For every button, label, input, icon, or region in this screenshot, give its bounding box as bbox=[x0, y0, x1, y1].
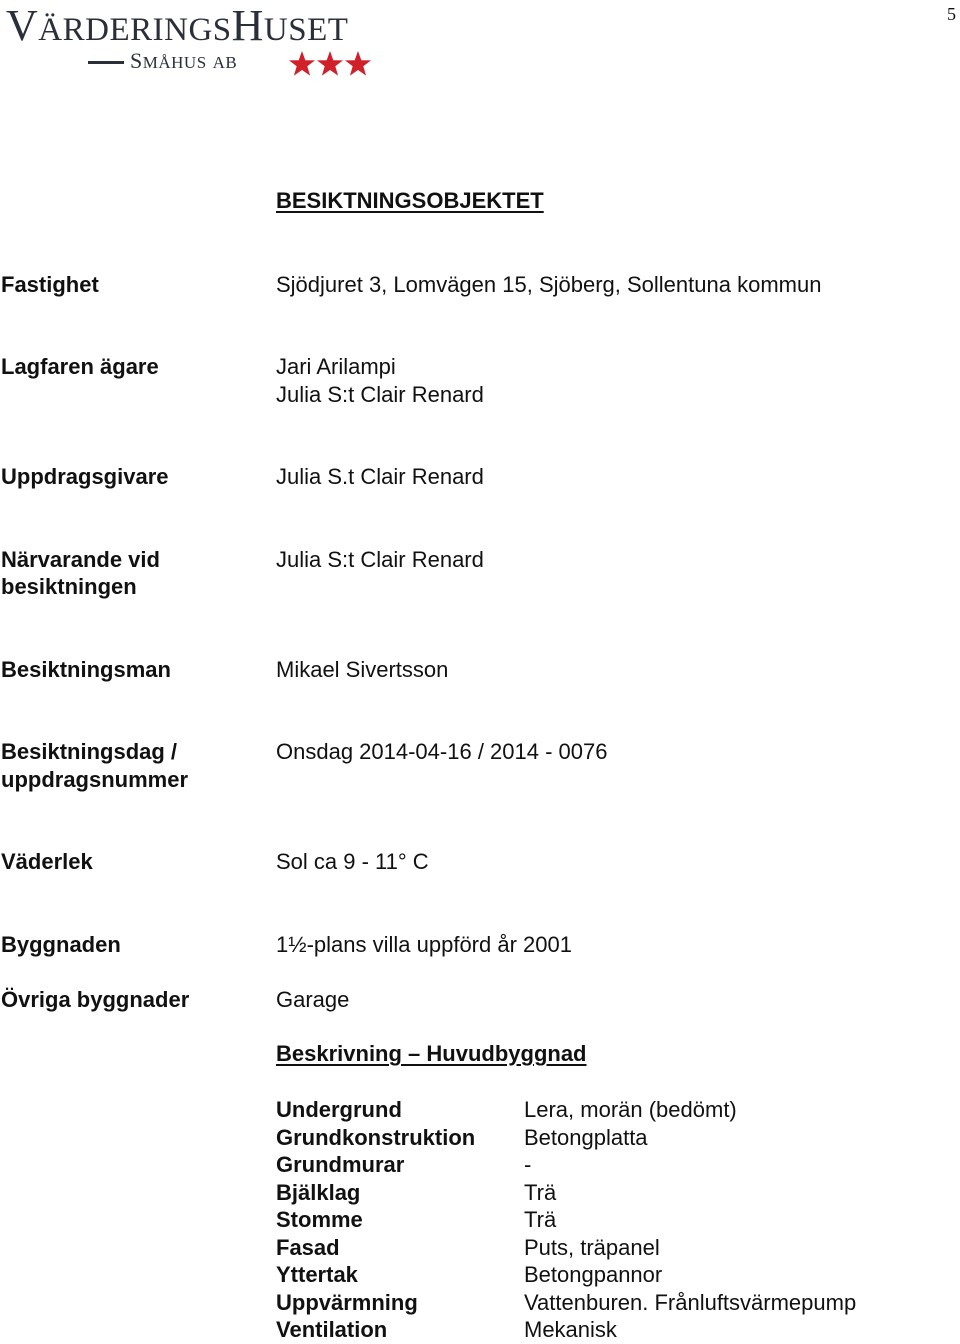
field-value-lagfaren-agare-1: Jari Arilampi bbox=[276, 354, 396, 379]
field-label-besiktningsdag-2: uppdragsnummer bbox=[1, 767, 189, 792]
field-label-byggnaden: Byggnaden bbox=[1, 932, 121, 957]
description-title: Beskrivning – Huvudbyggnad bbox=[276, 1041, 587, 1066]
description-value: Vattenburen. Frånluftsvärmepump bbox=[524, 1289, 857, 1315]
logo-subtitle: SMÅHUS AB bbox=[130, 48, 238, 73]
description-key: Grundkonstruktion bbox=[276, 1124, 476, 1150]
field-value-fastighet: Sjödjuret 3, Lomvägen 15, Sjöberg, Sollentuna kommun bbox=[276, 272, 822, 297]
description-value: - bbox=[524, 1152, 532, 1177]
description-key: Stomme bbox=[276, 1207, 363, 1232]
star-icon bbox=[317, 51, 343, 76]
description-key: Ventilation bbox=[276, 1317, 388, 1342]
field-value-uppdragsgivare: Julia S.t Clair Renard bbox=[276, 464, 484, 489]
star-icon bbox=[345, 51, 371, 76]
field-value-ovriga-byggnader: Garage bbox=[276, 987, 350, 1012]
field-value-vaderlek: Sol ca 9 - 11° C bbox=[276, 849, 429, 874]
field-label-narvarande-1: Närvarande vid bbox=[1, 547, 160, 572]
field-value-lagfaren-agare-2: Julia S:t Clair Renard bbox=[276, 382, 484, 407]
description-key: Yttertak bbox=[276, 1262, 358, 1287]
field-value-byggnaden: 1½-plans villa uppförd år 2001 bbox=[276, 932, 572, 957]
field-value-besiktningsman: Mikael Sivertsson bbox=[276, 657, 449, 682]
description-key: Undergrund bbox=[276, 1097, 402, 1122]
description-key: Grundmurar bbox=[276, 1152, 405, 1177]
description-value: Betongpannor bbox=[524, 1262, 663, 1287]
field-value-narvarande: Julia S:t Clair Renard bbox=[276, 547, 484, 572]
field-label-besiktningsdag-1: Besiktningsdag / bbox=[1, 739, 178, 764]
field-label-lagfaren-agare: Lagfaren ägare bbox=[1, 354, 159, 379]
description-key: Fasad bbox=[276, 1234, 340, 1260]
star-icon bbox=[289, 51, 315, 76]
logo-rule bbox=[88, 61, 124, 64]
field-label-narvarande-2: besiktningen bbox=[1, 574, 137, 599]
description-value: Lera, morän (bedömt) bbox=[524, 1097, 737, 1122]
company-logo bbox=[2, 0, 374, 82]
description-key: Uppvärmning bbox=[276, 1289, 418, 1315]
field-label-besiktningsman: Besiktningsman bbox=[1, 657, 171, 682]
field-value-besiktningsdag: Onsdag 2014-04-16 / 2014 - 0076 bbox=[276, 739, 608, 764]
field-label-fastighet: Fastighet bbox=[1, 272, 99, 297]
field-label-ovriga-byggnader: Övriga byggnader bbox=[1, 987, 190, 1012]
description-value: Betongplatta bbox=[524, 1124, 648, 1150]
description-value: Mekanisk bbox=[524, 1317, 617, 1342]
field-label-vaderlek: Väderlek bbox=[1, 849, 93, 874]
logo-wordmark: VÄRDERINGSHUSET bbox=[6, 1, 349, 50]
description-value: Trä bbox=[524, 1207, 557, 1232]
description-value: Puts, träpanel bbox=[524, 1234, 660, 1260]
description-key: Bjälklag bbox=[276, 1179, 361, 1205]
logo-stars-icon bbox=[288, 50, 372, 78]
description-value: Trä bbox=[524, 1179, 557, 1205]
section-title: BESIKTNINGSOBJEKTET bbox=[276, 188, 544, 213]
page-number: 5 bbox=[947, 4, 956, 24]
field-label-uppdragsgivare: Uppdragsgivare bbox=[1, 464, 169, 489]
